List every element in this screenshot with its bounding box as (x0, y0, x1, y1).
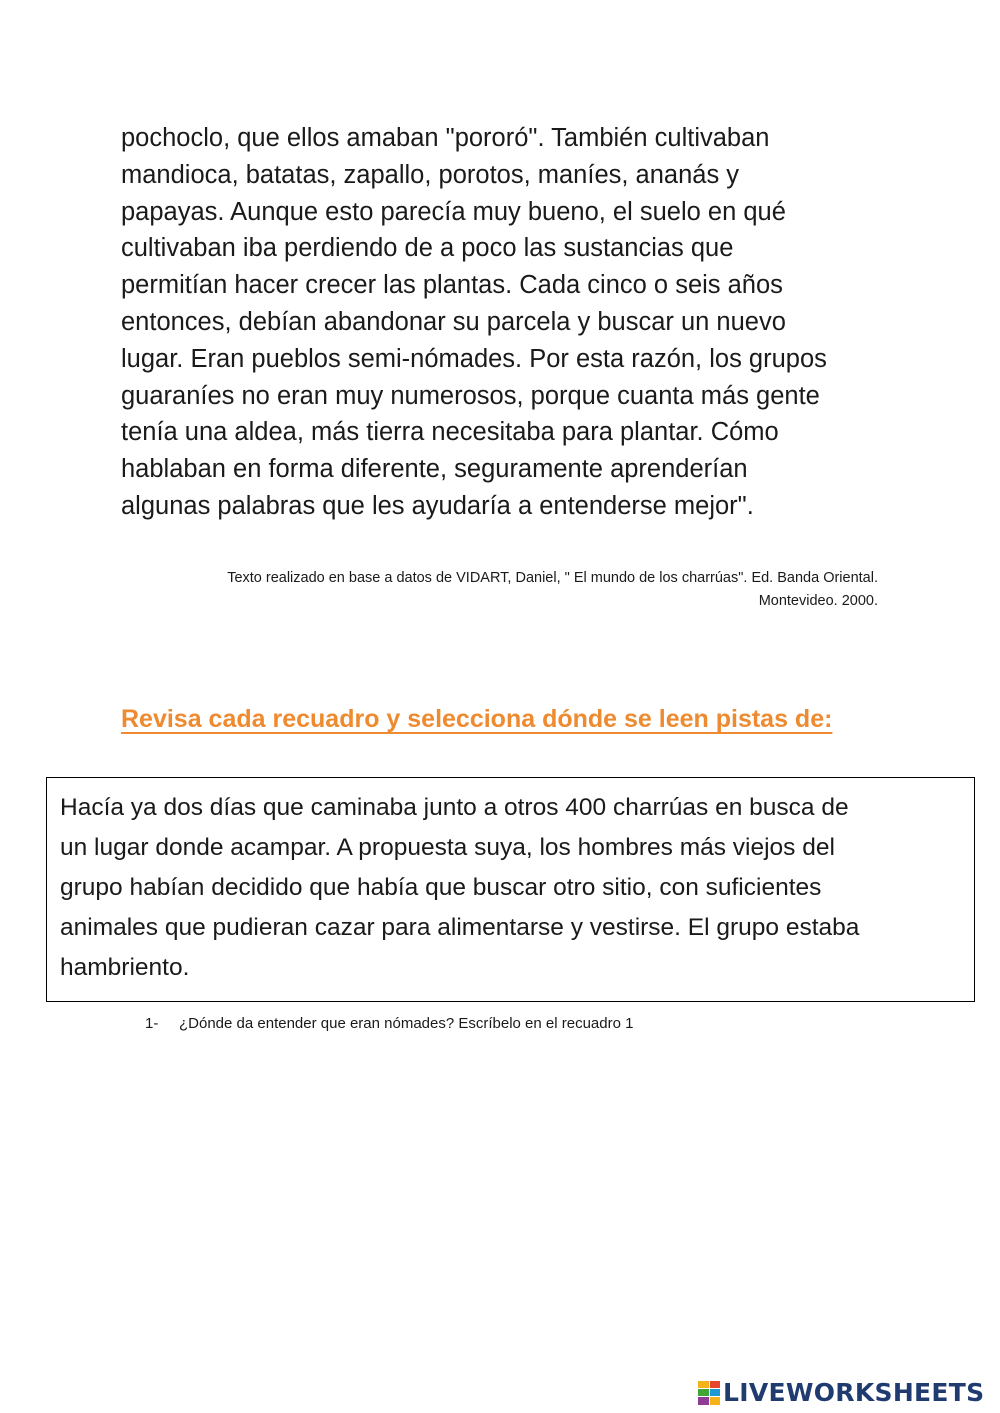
citation-line: Texto realizado en base a datos de VIDART, Daniel, " El mundo de los charrúas". Ed. Banda Oriental. (227, 570, 878, 586)
paragraph-line: cultivaban iba perdiendo de a poco las sustancias que (121, 234, 734, 263)
passage-box[interactable] (46, 777, 975, 1002)
passage-line: un lugar donde acampar. A propuesta suya, los hombres más viejos del (60, 834, 835, 861)
logo-text: LIVEWORKSHEETS (723, 1378, 985, 1407)
paragraph-line: lugar. Eran pueblos semi-nómades. Por esta razón, los grupos (121, 344, 827, 373)
liveworksheets-logo[interactable] (698, 1378, 984, 1407)
paragraph-line: guaraníes no eran muy numerosos, porque cuanta más gente (121, 381, 820, 410)
paragraph-line: hablaban en forma diferente, seguramente aprenderían (121, 455, 748, 484)
section-heading: Revisa cada recuadro y selecciona dónde se leen pistas de: (121, 705, 833, 733)
source-citation (118, 567, 878, 613)
paragraph-line: mandioca, batatas, zapallo, porotos, maníes, ananás y (121, 160, 740, 189)
paragraph-line: entonces, debían abandonar su parcela y buscar un nuevo (121, 307, 786, 336)
question-number: 1- (145, 1015, 159, 1032)
main-paragraph (121, 120, 901, 525)
citation-line: Montevideo. 2000. (758, 593, 878, 609)
paragraph-line: papayas. Aunque esto parecía muy bueno, el suelo en qué (121, 197, 786, 226)
passage-line: grupo habían decidido que había que buscar otro sitio, con suficientes (60, 874, 822, 901)
paragraph-line: pochoclo, que ellos amaban "pororó". También cultivaban (121, 124, 770, 152)
paragraph-line: tenía una aldea, más tierra necesitaba para plantar. Cómo (121, 418, 779, 447)
paragraph-line: permitían hacer crecer las plantas. Cada cinco o seis años (121, 271, 783, 300)
paragraph-line: algunas palabras que les ayudaría a entenderse mejor". (121, 491, 754, 520)
question-text: ¿Dónde da entender que eran nómades? Escríbelo en el recuadro 1 (179, 1015, 634, 1032)
passage-line: Hacía ya dos días que caminaba junto a otros 400 charrúas en busca de (60, 794, 849, 821)
passage-line: animales que pudieran cazar para alimentarse y vestirse. El grupo estaba (60, 914, 860, 941)
question-1 (145, 1014, 633, 1034)
liveworksheets-logo-icon (698, 1381, 720, 1405)
passage-line: hambriento. (60, 954, 190, 981)
